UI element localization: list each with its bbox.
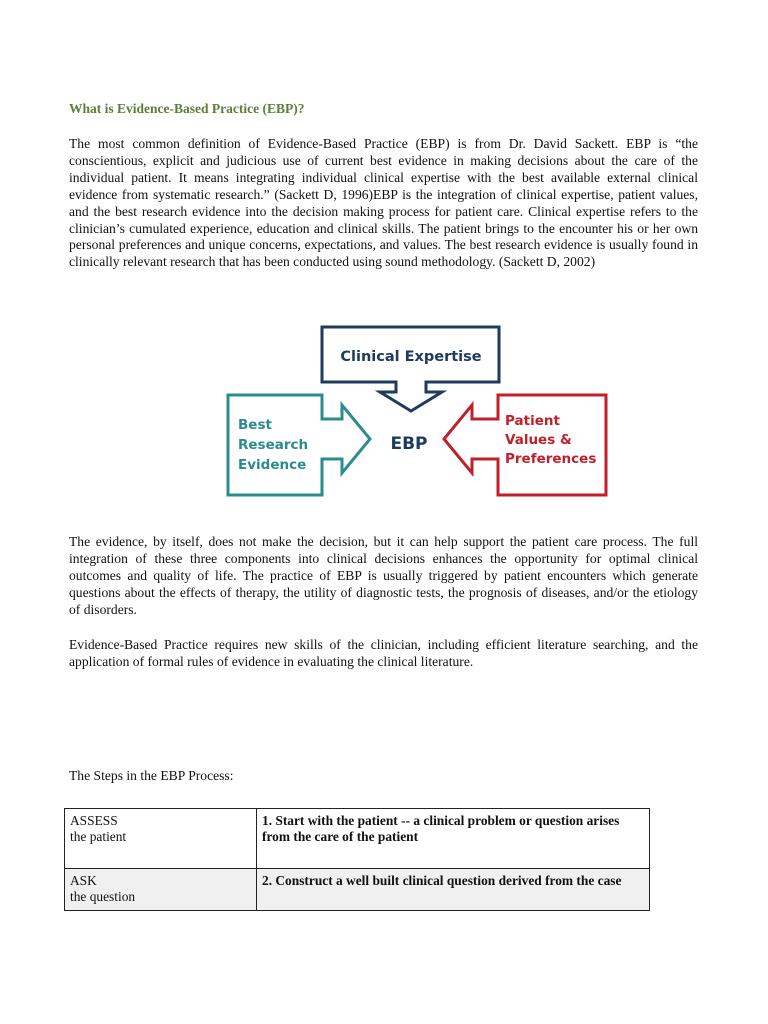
table-row [65,869,650,911]
left-label-line-3: Evidence [238,457,307,473]
step-object: the patient [70,829,127,844]
step-description: 1. Start with the patient -- a clinical problem or question arises from the care of the patient [257,809,650,869]
step-name-cell [65,809,257,869]
step-name-cell [65,869,257,911]
step-action: ASK [70,873,97,888]
right-label-line-2: Values & [505,432,572,448]
clinical-expertise-label: Clinical Expertise [340,349,482,365]
ebp-diagram [226,325,610,500]
right-label-line-1: Patient [505,413,560,429]
step-object: the question [70,889,136,904]
table-row [65,809,650,869]
definition-paragraph: The most common definition of Evidence-Based Practice (EBP) is from Dr. David Sackett. EBP is “the conscientious, explicit and judicious use of current best evidence in making decisions about the care of the individual patient. It means integrating individual clinical expertise with the best available external clinical evidence from systematic research.” (Sackett D, 1996)EBP is the integration of clinical expertise, patient values, and the best research evidence into the decision making process for patient care. Clinical expertise refers to the clinician’s cumulated experience, education and clinical skills. The patient brings to the encounter his or her own personal preferences and unique concerns, expectations, and values. The best research evidence is usually found in clinically relevant research that has been conducted using sound methodology. (Sackett D, 2002) [69,136,698,270]
evidence-paragraph: The evidence, by itself, does not make the decision, but it can help support the patient care process. The full integration of these three components into clinical decisions enhances the opportunity for optimal clinical outcomes and quality of life. The practice of EBP is usually triggered by patient encounters which generate questions about the effects of therapy, the utility of diagnostic tests, the prognosis of diseases, and/or the etiology of disorders. [69,534,698,617]
section-heading: What is Evidence-Based Practice (EBP)? [69,101,305,116]
clinical-expertise-arrow [322,327,499,411]
right-label-line-3: Preferences [505,451,597,467]
left-label-line-2: Research [238,437,309,453]
step-action: ASSESS [70,813,118,828]
left-label-line-1: Best [238,417,272,433]
ebp-center-label: EBP [390,434,428,454]
ebp-steps-table [64,808,650,911]
steps-label: The Steps in the EBP Process: [69,768,234,783]
skills-paragraph: Evidence-Based Practice requires new skills of the clinician, including efficient literature searching, and the application of formal rules of evidence in evaluating the clinical literature. [69,637,698,669]
step-description: 2. Construct a well built clinical question derived from the case [257,869,650,911]
